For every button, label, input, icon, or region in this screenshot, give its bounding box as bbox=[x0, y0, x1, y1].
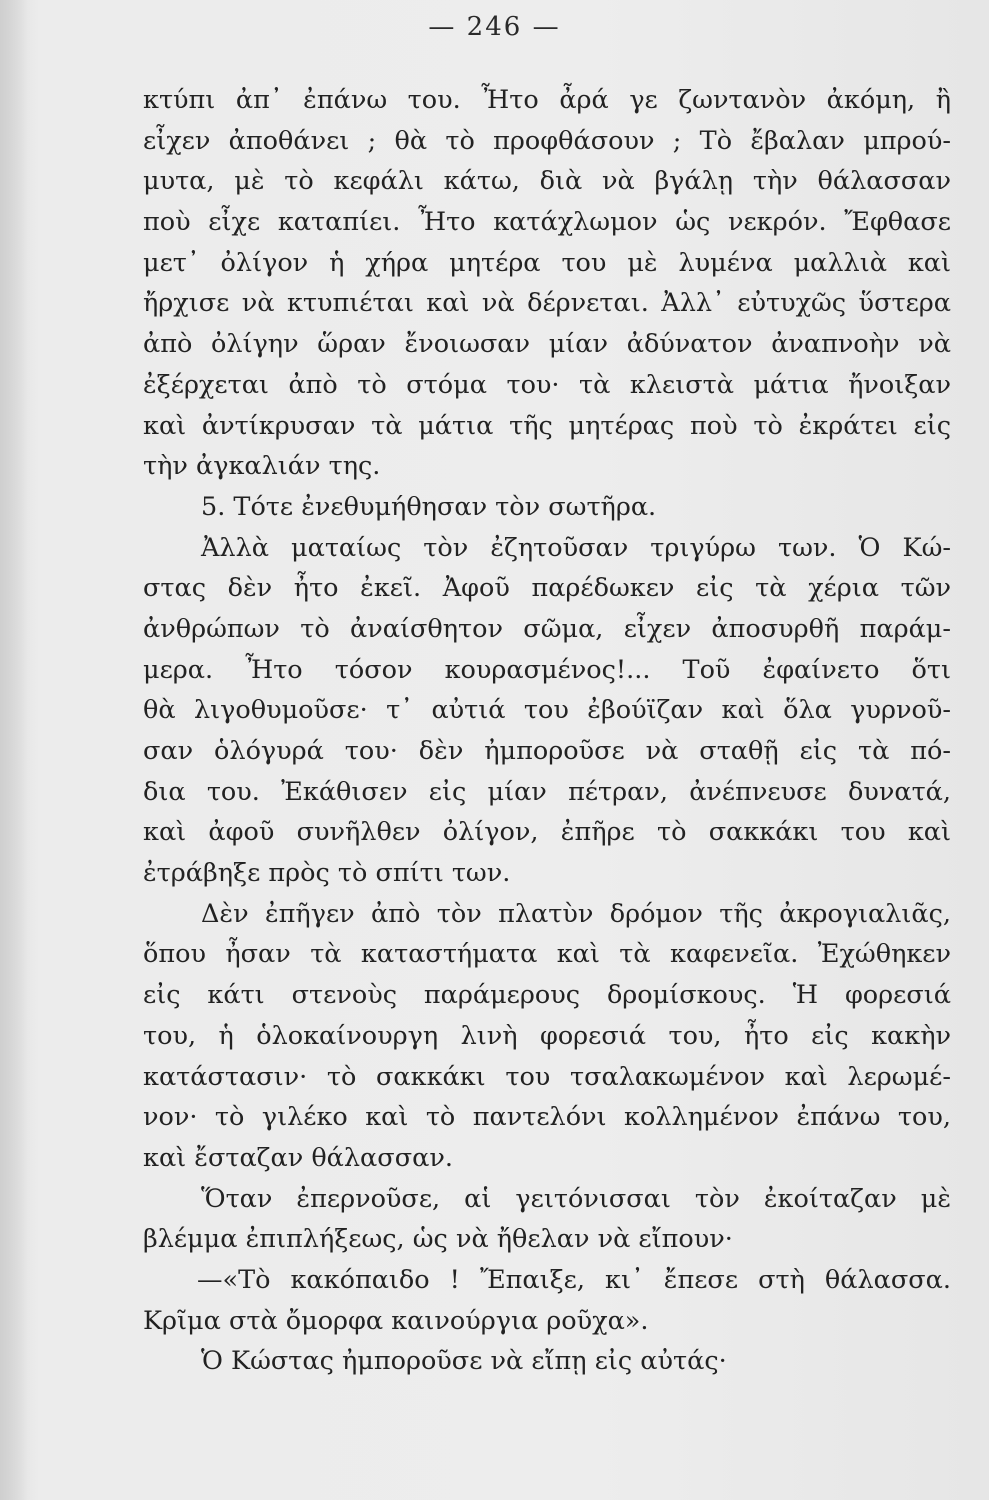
text-line: μερα. Ἦτο τόσον κουρασμένος!... Τοῦ ἐφαίνετο ὅτι bbox=[143, 654, 951, 685]
text-line: κτύπι ἀπ᾽ ἐπάνω του. Ἦτο ἆρά γε ζωντανὸν ἀκόμη, ἢ bbox=[143, 85, 951, 115]
text-line: του, ἡ ὁλοκαίνουργη λινὴ φορεσιά του, ἦτο εἰς κακὴν bbox=[143, 1020, 951, 1051]
page-number: — 246 — bbox=[428, 12, 561, 42]
text-line: ἐτράβηξε πρὸς τὸ σπίτι των. bbox=[143, 858, 511, 889]
text-line: Κρῖμα στὰ ὄμορφα καινούργια ροῦχα». bbox=[143, 1305, 649, 1336]
text-line: βλέμμα ἐπιπλήξεως, ὡς νὰ ἤθελαν νὰ εἴπουν· bbox=[143, 1224, 733, 1255]
text-line: σαν ὁλόγυρά του· δὲν ἠμποροῦσε νὰ σταθῇ εἰς τὰ πό- bbox=[143, 736, 951, 766]
text-line: ἐξέρχεται ἀπὸ τὸ στόμα του· τὰ κλειστὰ μάτια ἤνοιξαν bbox=[143, 369, 951, 400]
text-line: ἤρχισε νὰ κτυπιέται καὶ νὰ δέρνεται. Ἀλλ᾽ εὐτυχῶς ὕστερα bbox=[143, 288, 951, 319]
text-line: μυτα, μὲ τὸ κεφάλι κάτω, διὰ νὰ βγάλῃ τὴν θάλασσαν bbox=[143, 166, 951, 197]
text-line: κατάστασιν· τὸ σακκάκι του τσαλακωμένον καὶ λερωμέ- bbox=[143, 1061, 951, 1092]
spine-shadow bbox=[0, 0, 28, 1500]
text-line: ἀνθρώπων τὸ ἀναίσθητον σῶμα, εἶχεν ἀποσυρθῆ παράμ- bbox=[143, 613, 951, 644]
text-line: στας δὲν ἦτο ἐκεῖ. Ἀφοῦ παρέδωκεν εἰς τὰ χέρια τῶν bbox=[143, 573, 951, 604]
text-line: ὅπου ἦσαν τὰ καταστήματα καὶ τὰ καφενεῖα. Ἐχώθηκεν bbox=[143, 939, 951, 970]
text-line: δια του. Ἐκάθισεν εἰς μίαν πέτραν, ἀνέπνευσε δυνατά, bbox=[143, 776, 951, 807]
text-line: καὶ ἀντίκρυσαν τὰ μάτια τῆς μητέρας ποὺ τὸ ἐκράτει εἰς bbox=[143, 410, 951, 441]
text-line: εἰς κάτι στενοὺς παράμερους δρομίσκους. Ἡ φορεσιά bbox=[143, 980, 951, 1011]
text-line: Ὁ Κώστας ἠμποροῦσε νὰ εἴπῃ εἰς αὐτάς· bbox=[201, 1346, 727, 1377]
text-line: ἀπὸ ὀλίγην ὥραν ἔνοιωσαν μίαν ἀδύνατον ἀναπνοὴν νὰ bbox=[143, 329, 951, 360]
text-line: τὴν ἀγκαλιάν της. bbox=[143, 451, 381, 482]
text-line: θὰ λιγοθυμοῦσε· τ᾽ αὐτιά του ἐβούϊζαν καὶ ὅλα γυρνοῦ- bbox=[143, 695, 951, 726]
text-line: ποὺ εἶχε καταπίει. Ἦτο κατάχλωμον ὡς νεκρόν. Ἔφθασε bbox=[143, 207, 951, 238]
body-text bbox=[143, 80, 951, 1382]
text-line: καὶ ἀφοῦ συνῆλθεν ὀλίγον, ἐπῆρε τὸ σακκάκι του καὶ bbox=[143, 817, 951, 848]
text-line: εἶχεν ἀποθάνει ; θὰ τὸ προφθάσουν ; Τὸ ἔβαλαν μπρού- bbox=[143, 125, 951, 156]
text-line: 5. Τότε ἐνεθυμήθησαν τὸν σωτῆρα. bbox=[201, 491, 657, 522]
text-line: —«Τὸ κακόπαιδο ! Ἔπαιξε, κι᾽ ἔπεσε στὴ θάλασσα. bbox=[197, 1264, 951, 1295]
text-line: Δὲν ἐπῆγεν ἀπὸ τὸν πλατὺν δρόμον τῆς ἀκρογιαλιᾶς, bbox=[201, 898, 951, 929]
text-line: Ὅταν ἐπερνοῦσε, αἱ γειτόνισσαι τὸν ἐκοίταζαν μὲ bbox=[201, 1183, 951, 1214]
text-line: νον· τὸ γιλέκο καὶ τὸ παντελόνι κολλημένον ἐπάνω του, bbox=[143, 1102, 951, 1133]
text-line: μετ᾽ ὀλίγον ἡ χήρα μητέρα του μὲ λυμένα μαλλιὰ καὶ bbox=[143, 247, 951, 278]
text-line: καὶ ἔσταζαν θάλασσαν. bbox=[143, 1142, 453, 1173]
text-line: Ἀλλὰ ματαίως τὸν ἐζητοῦσαν τριγύρω των. Ὁ Κώ- bbox=[201, 532, 951, 563]
